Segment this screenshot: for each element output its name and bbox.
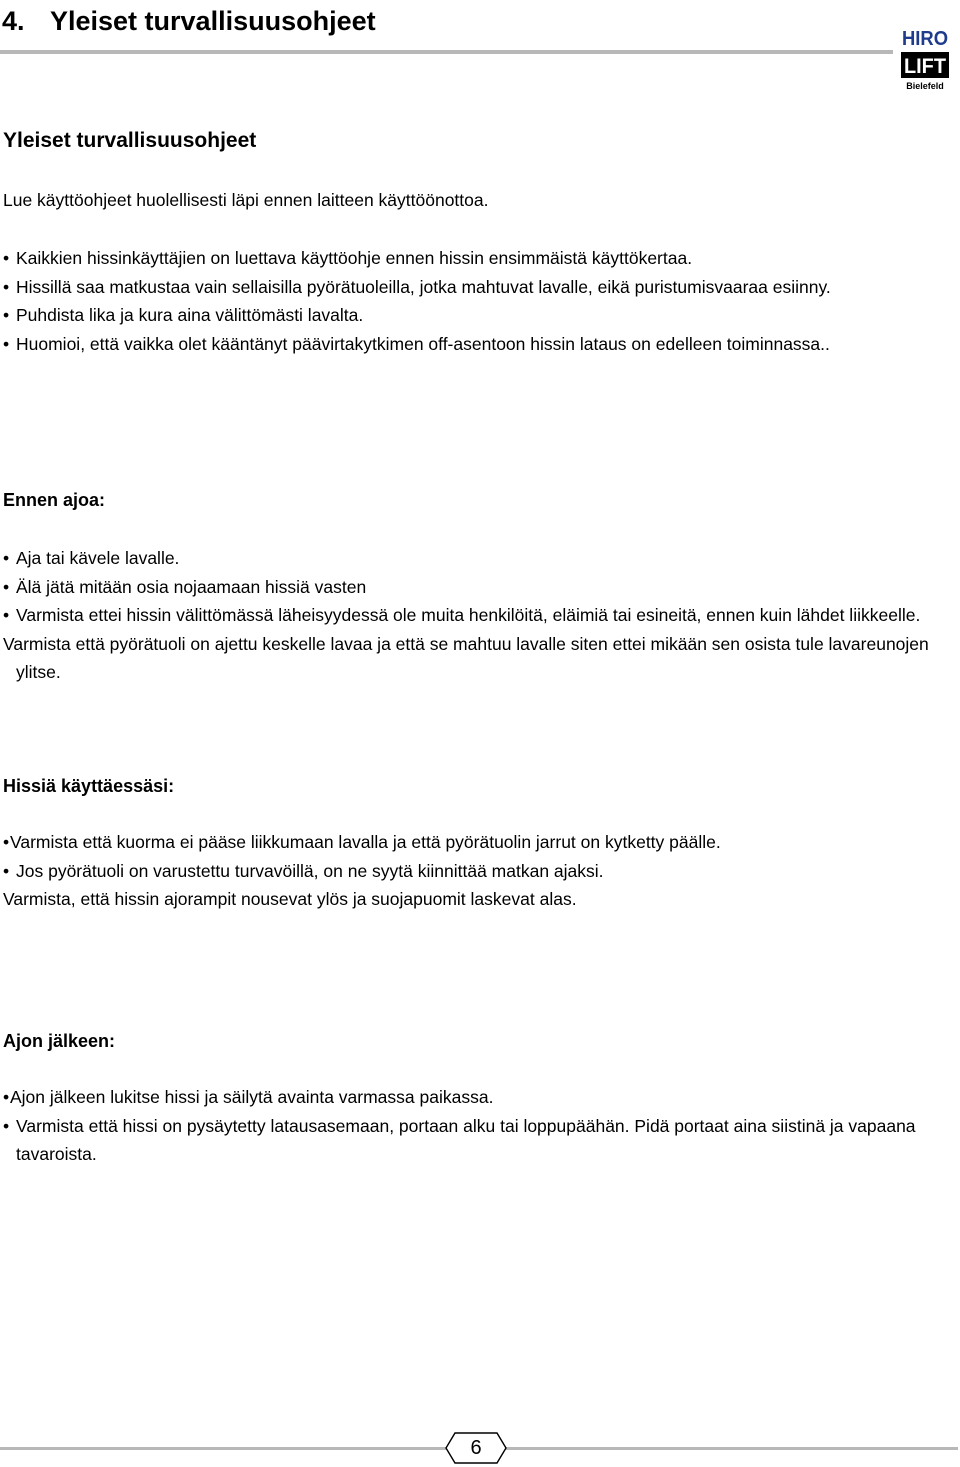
section-title: Yleiset turvallisuusohjeet: [3, 129, 257, 152]
page-header: [0, 0, 960, 100]
during-note: Varmista, että hissin ajorampit nousevat ylös ja suojapuomit laskevat alas.: [3, 889, 577, 909]
before-heading: Ennen ajoa:: [3, 490, 106, 510]
after-heading: Ajon jälkeen:: [3, 1031, 116, 1051]
bullet-icon: •: [3, 576, 10, 597]
during-heading: Hissiä käyttäessäsi:: [3, 776, 175, 796]
list-item: • Varmista ettei hissin välittömässä läheisyydessä ole muita henkilöitä, eläimiä tai esineitä, ennen kuin lähdet liikkeelle.: [3, 601, 943, 630]
bullet-icon: •: [3, 333, 10, 354]
bullet-icon: •: [3, 605, 10, 625]
bullet-icon: •: [3, 248, 10, 268]
after-list: [3, 1083, 943, 1169]
list-item: • Puhdista lika ja kura aina välittömästi lavalta.: [3, 301, 943, 330]
logo-graphic: [900, 5, 950, 81]
list-item: • Ajon jälkeen lukitse hissi ja säilytä avainta varmassa paikassa.: [3, 1083, 943, 1112]
list-item: • Varmista että kuorma ei pääse liikkumaan lavalla ja että pyörätuolin jarrut on kytketty päälle.: [3, 828, 943, 857]
header-rule: [0, 50, 893, 54]
hiro-lift-logo: [900, 5, 950, 90]
during-list: [3, 828, 943, 914]
bullet-icon: •: [3, 1087, 10, 1107]
list-item: • Hissillä saa matkustaa vain sellaisilla pyörätuoleilla, jotka mahtuvat lavalle, eikä puristumisvaaraa esiinny.: [3, 273, 943, 302]
before-list: [3, 544, 943, 687]
general-list: [3, 244, 943, 358]
bullet-icon: •: [3, 548, 10, 568]
page-number: [445, 1432, 507, 1464]
chapter-title-text: Yleiset turvallisuusohjeet: [50, 6, 376, 36]
list-item: • Huomioi, että vaikka olet kääntänyt päävirtakytkimen off-asentoon hissin lataus on edelleen toiminnassa..: [3, 330, 943, 359]
bullet-icon: •: [3, 832, 10, 852]
list-item: • Älä jätä mitään osia nojaamaan hissiä vasten: [3, 573, 943, 602]
logo-text-bottom: LIFT: [904, 55, 947, 78]
footer-rule-right: [505, 1447, 958, 1450]
list-item: • Jos pyörätuoli on varustettu turvavöillä, on ne syytä kiinnittää matkan ajaksi.: [3, 857, 943, 886]
list-item: • Aja tai kävele lavalle.: [3, 544, 943, 573]
before-note: Varmista että pyörätuoli on ajettu keskelle lavaa ja että se mahtuu lavalle siten ettei mikään sen osista tule lavareunojen ylitse.: [3, 633, 929, 682]
logo-city: Bielefeld: [906, 81, 944, 91]
chapter-title: [2, 6, 376, 37]
bullet-icon: •: [3, 305, 10, 325]
bullet-icon: •: [3, 1115, 10, 1136]
bullet-icon: •: [3, 276, 10, 297]
footer-rule-left: [0, 1447, 448, 1450]
list-item: • Varmista että hissi on pysäytetty latausasemaan, portaan alku tai loppupäähän. Pidä portaat aina siistinä ja vapaana tavaroista.: [3, 1112, 943, 1169]
logo-text-top: HIRO: [902, 28, 948, 50]
page-number-text: 6: [470, 1437, 482, 1459]
bullet-icon: •: [3, 860, 10, 881]
intro-paragraph: Lue käyttöohjeet huolellisesti läpi ennen laitteen käyttöönottoa.: [3, 190, 489, 210]
chapter-number: 4.: [2, 6, 25, 36]
list-item: • Kaikkien hissinkäyttäjien on luettava käyttöohje ennen hissin ensimmäistä käyttökertaa.: [3, 244, 943, 273]
